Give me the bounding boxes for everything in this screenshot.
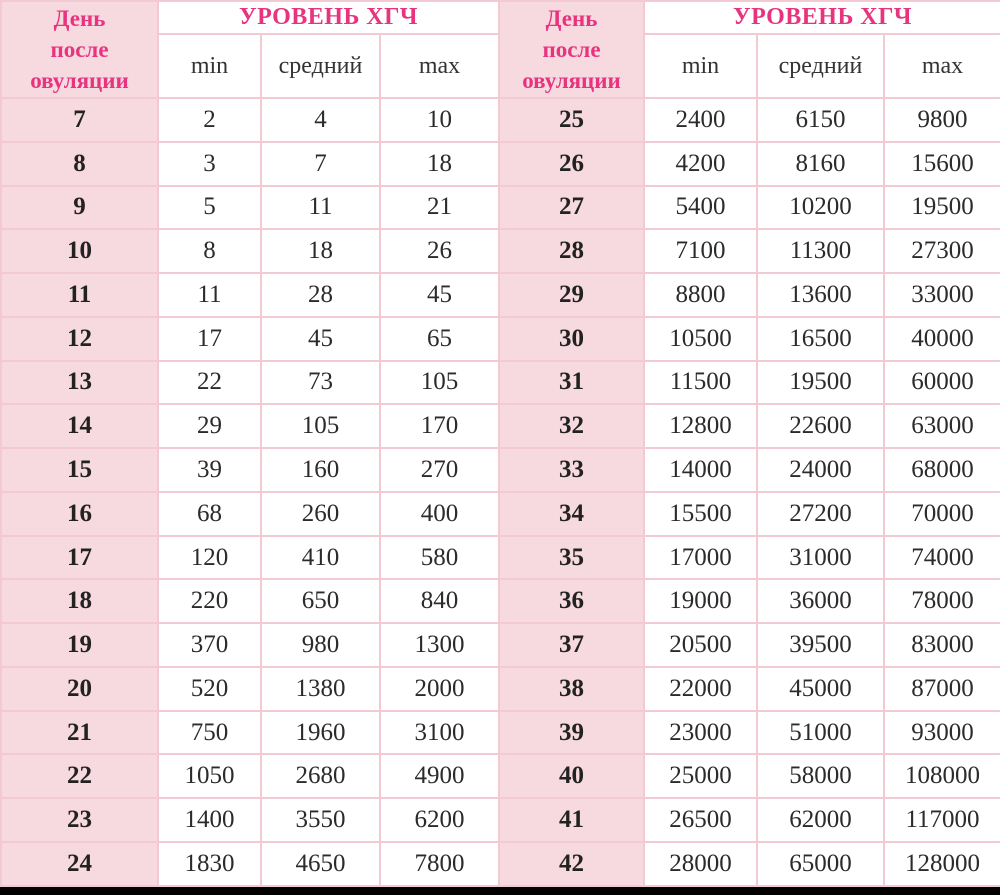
- day-header-line: День: [53, 6, 106, 31]
- table-row: [1, 623, 1000, 667]
- left-avg-cell: 3550: [261, 798, 380, 842]
- left-max-cell: 6200: [380, 798, 499, 842]
- left-min-cell: 3: [158, 142, 261, 186]
- left-max-cell: 21: [380, 186, 499, 230]
- right-day-cell: 32: [499, 404, 644, 448]
- table-row: [1, 98, 1000, 142]
- right-avg-cell: 10200: [757, 186, 884, 230]
- left-day-cell: 12: [1, 317, 158, 361]
- right-avg-cell: 19500: [757, 361, 884, 405]
- right-min-cell: 4200: [644, 142, 757, 186]
- right-max-cell: 83000: [884, 623, 1000, 667]
- right-day-cell: 42: [499, 842, 644, 886]
- right-min-cell: 20500: [644, 623, 757, 667]
- table-row: [1, 448, 1000, 492]
- right-avg-cell: 16500: [757, 317, 884, 361]
- left-max-cell: 3100: [380, 711, 499, 755]
- min-column-header: min: [644, 34, 757, 98]
- left-avg-cell: 260: [261, 492, 380, 536]
- left-max-cell: 400: [380, 492, 499, 536]
- left-avg-cell: 410: [261, 536, 380, 580]
- right-day-cell: 36: [499, 579, 644, 623]
- left-max-cell: 170: [380, 404, 499, 448]
- left-day-cell: 10: [1, 229, 158, 273]
- table-row: [1, 404, 1000, 448]
- left-min-cell: 5: [158, 186, 261, 230]
- left-day-cell: 18: [1, 579, 158, 623]
- table-row: [1, 361, 1000, 405]
- left-min-cell: 1830: [158, 842, 261, 886]
- right-min-cell: 10500: [644, 317, 757, 361]
- left-avg-cell: 4: [261, 98, 380, 142]
- left-avg-cell: 18: [261, 229, 380, 273]
- left-min-cell: 39: [158, 448, 261, 492]
- table-row: [1, 492, 1000, 536]
- right-day-cell: 26: [499, 142, 644, 186]
- right-max-cell: 128000: [884, 842, 1000, 886]
- left-day-cell: 16: [1, 492, 158, 536]
- right-min-cell: 15500: [644, 492, 757, 536]
- left-min-cell: 370: [158, 623, 261, 667]
- left-max-cell: 26: [380, 229, 499, 273]
- right-day-cell: 35: [499, 536, 644, 580]
- right-day-cell: 25: [499, 98, 644, 142]
- table-row: [1, 273, 1000, 317]
- header-row-top: [1, 1, 1000, 34]
- left-day-cell: 24: [1, 842, 158, 886]
- hcg-level-header-right: УРОВЕНЬ ХГЧ: [644, 1, 1000, 34]
- right-day-cell: 27: [499, 186, 644, 230]
- right-min-cell: 25000: [644, 754, 757, 798]
- right-min-cell: 28000: [644, 842, 757, 886]
- left-day-cell: 14: [1, 404, 158, 448]
- left-day-cell: 8: [1, 142, 158, 186]
- left-min-cell: 17: [158, 317, 261, 361]
- left-min-cell: 2: [158, 98, 261, 142]
- left-avg-cell: 45: [261, 317, 380, 361]
- table-row: [1, 229, 1000, 273]
- right-max-cell: 33000: [884, 273, 1000, 317]
- left-min-cell: 220: [158, 579, 261, 623]
- right-max-cell: 108000: [884, 754, 1000, 798]
- table-row: [1, 798, 1000, 842]
- left-max-cell: 840: [380, 579, 499, 623]
- right-day-cell: 28: [499, 229, 644, 273]
- left-day-cell: 11: [1, 273, 158, 317]
- right-avg-cell: 51000: [757, 711, 884, 755]
- right-max-cell: 93000: [884, 711, 1000, 755]
- right-day-cell: 31: [499, 361, 644, 405]
- left-min-cell: 8: [158, 229, 261, 273]
- left-max-cell: 4900: [380, 754, 499, 798]
- left-min-cell: 520: [158, 667, 261, 711]
- table-body: [1, 98, 1000, 886]
- left-day-cell: 22: [1, 754, 158, 798]
- right-min-cell: 7100: [644, 229, 757, 273]
- left-day-cell: 23: [1, 798, 158, 842]
- right-max-cell: 19500: [884, 186, 1000, 230]
- left-avg-cell: 160: [261, 448, 380, 492]
- left-min-cell: 11: [158, 273, 261, 317]
- right-min-cell: 2400: [644, 98, 757, 142]
- left-max-cell: 1300: [380, 623, 499, 667]
- left-max-cell: 10: [380, 98, 499, 142]
- right-max-cell: 27300: [884, 229, 1000, 273]
- left-max-cell: 270: [380, 448, 499, 492]
- left-day-cell: 15: [1, 448, 158, 492]
- day-header-line: День: [545, 6, 598, 31]
- right-avg-cell: 24000: [757, 448, 884, 492]
- left-avg-cell: 4650: [261, 842, 380, 886]
- left-avg-cell: 28: [261, 273, 380, 317]
- right-min-cell: 8800: [644, 273, 757, 317]
- right-avg-cell: 31000: [757, 536, 884, 580]
- right-max-cell: 63000: [884, 404, 1000, 448]
- left-max-cell: 580: [380, 536, 499, 580]
- left-day-cell: 13: [1, 361, 158, 405]
- day-column-header-right: [499, 1, 644, 98]
- right-min-cell: 12800: [644, 404, 757, 448]
- left-avg-cell: 73: [261, 361, 380, 405]
- right-avg-cell: 65000: [757, 842, 884, 886]
- right-avg-cell: 27200: [757, 492, 884, 536]
- table-row: [1, 754, 1000, 798]
- right-max-cell: 74000: [884, 536, 1000, 580]
- left-avg-cell: 1380: [261, 667, 380, 711]
- left-avg-cell: 7: [261, 142, 380, 186]
- table-row: [1, 317, 1000, 361]
- table-row: [1, 142, 1000, 186]
- left-max-cell: 65: [380, 317, 499, 361]
- left-day-cell: 7: [1, 98, 158, 142]
- table-row: [1, 667, 1000, 711]
- left-max-cell: 18: [380, 142, 499, 186]
- right-min-cell: 5400: [644, 186, 757, 230]
- left-avg-cell: 650: [261, 579, 380, 623]
- min-column-header: min: [158, 34, 261, 98]
- right-avg-cell: 8160: [757, 142, 884, 186]
- hcg-level-header-left: УРОВЕНЬ ХГЧ: [158, 1, 499, 34]
- right-avg-cell: 22600: [757, 404, 884, 448]
- right-day-cell: 29: [499, 273, 644, 317]
- right-day-cell: 41: [499, 798, 644, 842]
- right-max-cell: 87000: [884, 667, 1000, 711]
- right-max-cell: 60000: [884, 361, 1000, 405]
- right-day-cell: 39: [499, 711, 644, 755]
- average-column-header: средний: [261, 34, 380, 98]
- right-max-cell: 9800: [884, 98, 1000, 142]
- right-min-cell: 14000: [644, 448, 757, 492]
- right-max-cell: 117000: [884, 798, 1000, 842]
- left-day-cell: 21: [1, 711, 158, 755]
- right-avg-cell: 11300: [757, 229, 884, 273]
- right-max-cell: 15600: [884, 142, 1000, 186]
- right-avg-cell: 62000: [757, 798, 884, 842]
- left-min-cell: 750: [158, 711, 261, 755]
- right-day-cell: 30: [499, 317, 644, 361]
- right-min-cell: 23000: [644, 711, 757, 755]
- right-min-cell: 17000: [644, 536, 757, 580]
- right-max-cell: 68000: [884, 448, 1000, 492]
- left-avg-cell: 11: [261, 186, 380, 230]
- right-day-cell: 38: [499, 667, 644, 711]
- right-max-cell: 78000: [884, 579, 1000, 623]
- average-column-header: средний: [757, 34, 884, 98]
- day-header-line: после: [542, 37, 601, 62]
- right-avg-cell: 36000: [757, 579, 884, 623]
- left-min-cell: 29: [158, 404, 261, 448]
- left-min-cell: 1400: [158, 798, 261, 842]
- right-avg-cell: 6150: [757, 98, 884, 142]
- left-min-cell: 120: [158, 536, 261, 580]
- left-min-cell: 1050: [158, 754, 261, 798]
- right-min-cell: 19000: [644, 579, 757, 623]
- right-min-cell: 11500: [644, 361, 757, 405]
- table-row: [1, 579, 1000, 623]
- right-avg-cell: 58000: [757, 754, 884, 798]
- table-row: [1, 536, 1000, 580]
- left-avg-cell: 980: [261, 623, 380, 667]
- left-day-cell: 19: [1, 623, 158, 667]
- right-day-cell: 33: [499, 448, 644, 492]
- right-avg-cell: 45000: [757, 667, 884, 711]
- day-header-line: овуляции: [30, 68, 129, 93]
- right-max-cell: 40000: [884, 317, 1000, 361]
- max-column-header: max: [380, 34, 499, 98]
- left-day-cell: 17: [1, 536, 158, 580]
- left-avg-cell: 105: [261, 404, 380, 448]
- left-min-cell: 68: [158, 492, 261, 536]
- left-avg-cell: 1960: [261, 711, 380, 755]
- day-header-line: после: [50, 37, 109, 62]
- left-max-cell: 7800: [380, 842, 499, 886]
- left-max-cell: 105: [380, 361, 499, 405]
- left-min-cell: 22: [158, 361, 261, 405]
- right-avg-cell: 13600: [757, 273, 884, 317]
- right-avg-cell: 39500: [757, 623, 884, 667]
- right-min-cell: 22000: [644, 667, 757, 711]
- right-day-cell: 40: [499, 754, 644, 798]
- right-min-cell: 26500: [644, 798, 757, 842]
- table-row: [1, 842, 1000, 886]
- max-column-header: max: [884, 34, 1000, 98]
- right-day-cell: 37: [499, 623, 644, 667]
- right-max-cell: 70000: [884, 492, 1000, 536]
- day-header-line: овуляции: [522, 68, 621, 93]
- left-day-cell: 20: [1, 667, 158, 711]
- day-column-header-left: [1, 1, 158, 98]
- left-max-cell: 2000: [380, 667, 499, 711]
- left-day-cell: 9: [1, 186, 158, 230]
- left-max-cell: 45: [380, 273, 499, 317]
- table-row: [1, 711, 1000, 755]
- left-avg-cell: 2680: [261, 754, 380, 798]
- right-day-cell: 34: [499, 492, 644, 536]
- table-row: [1, 186, 1000, 230]
